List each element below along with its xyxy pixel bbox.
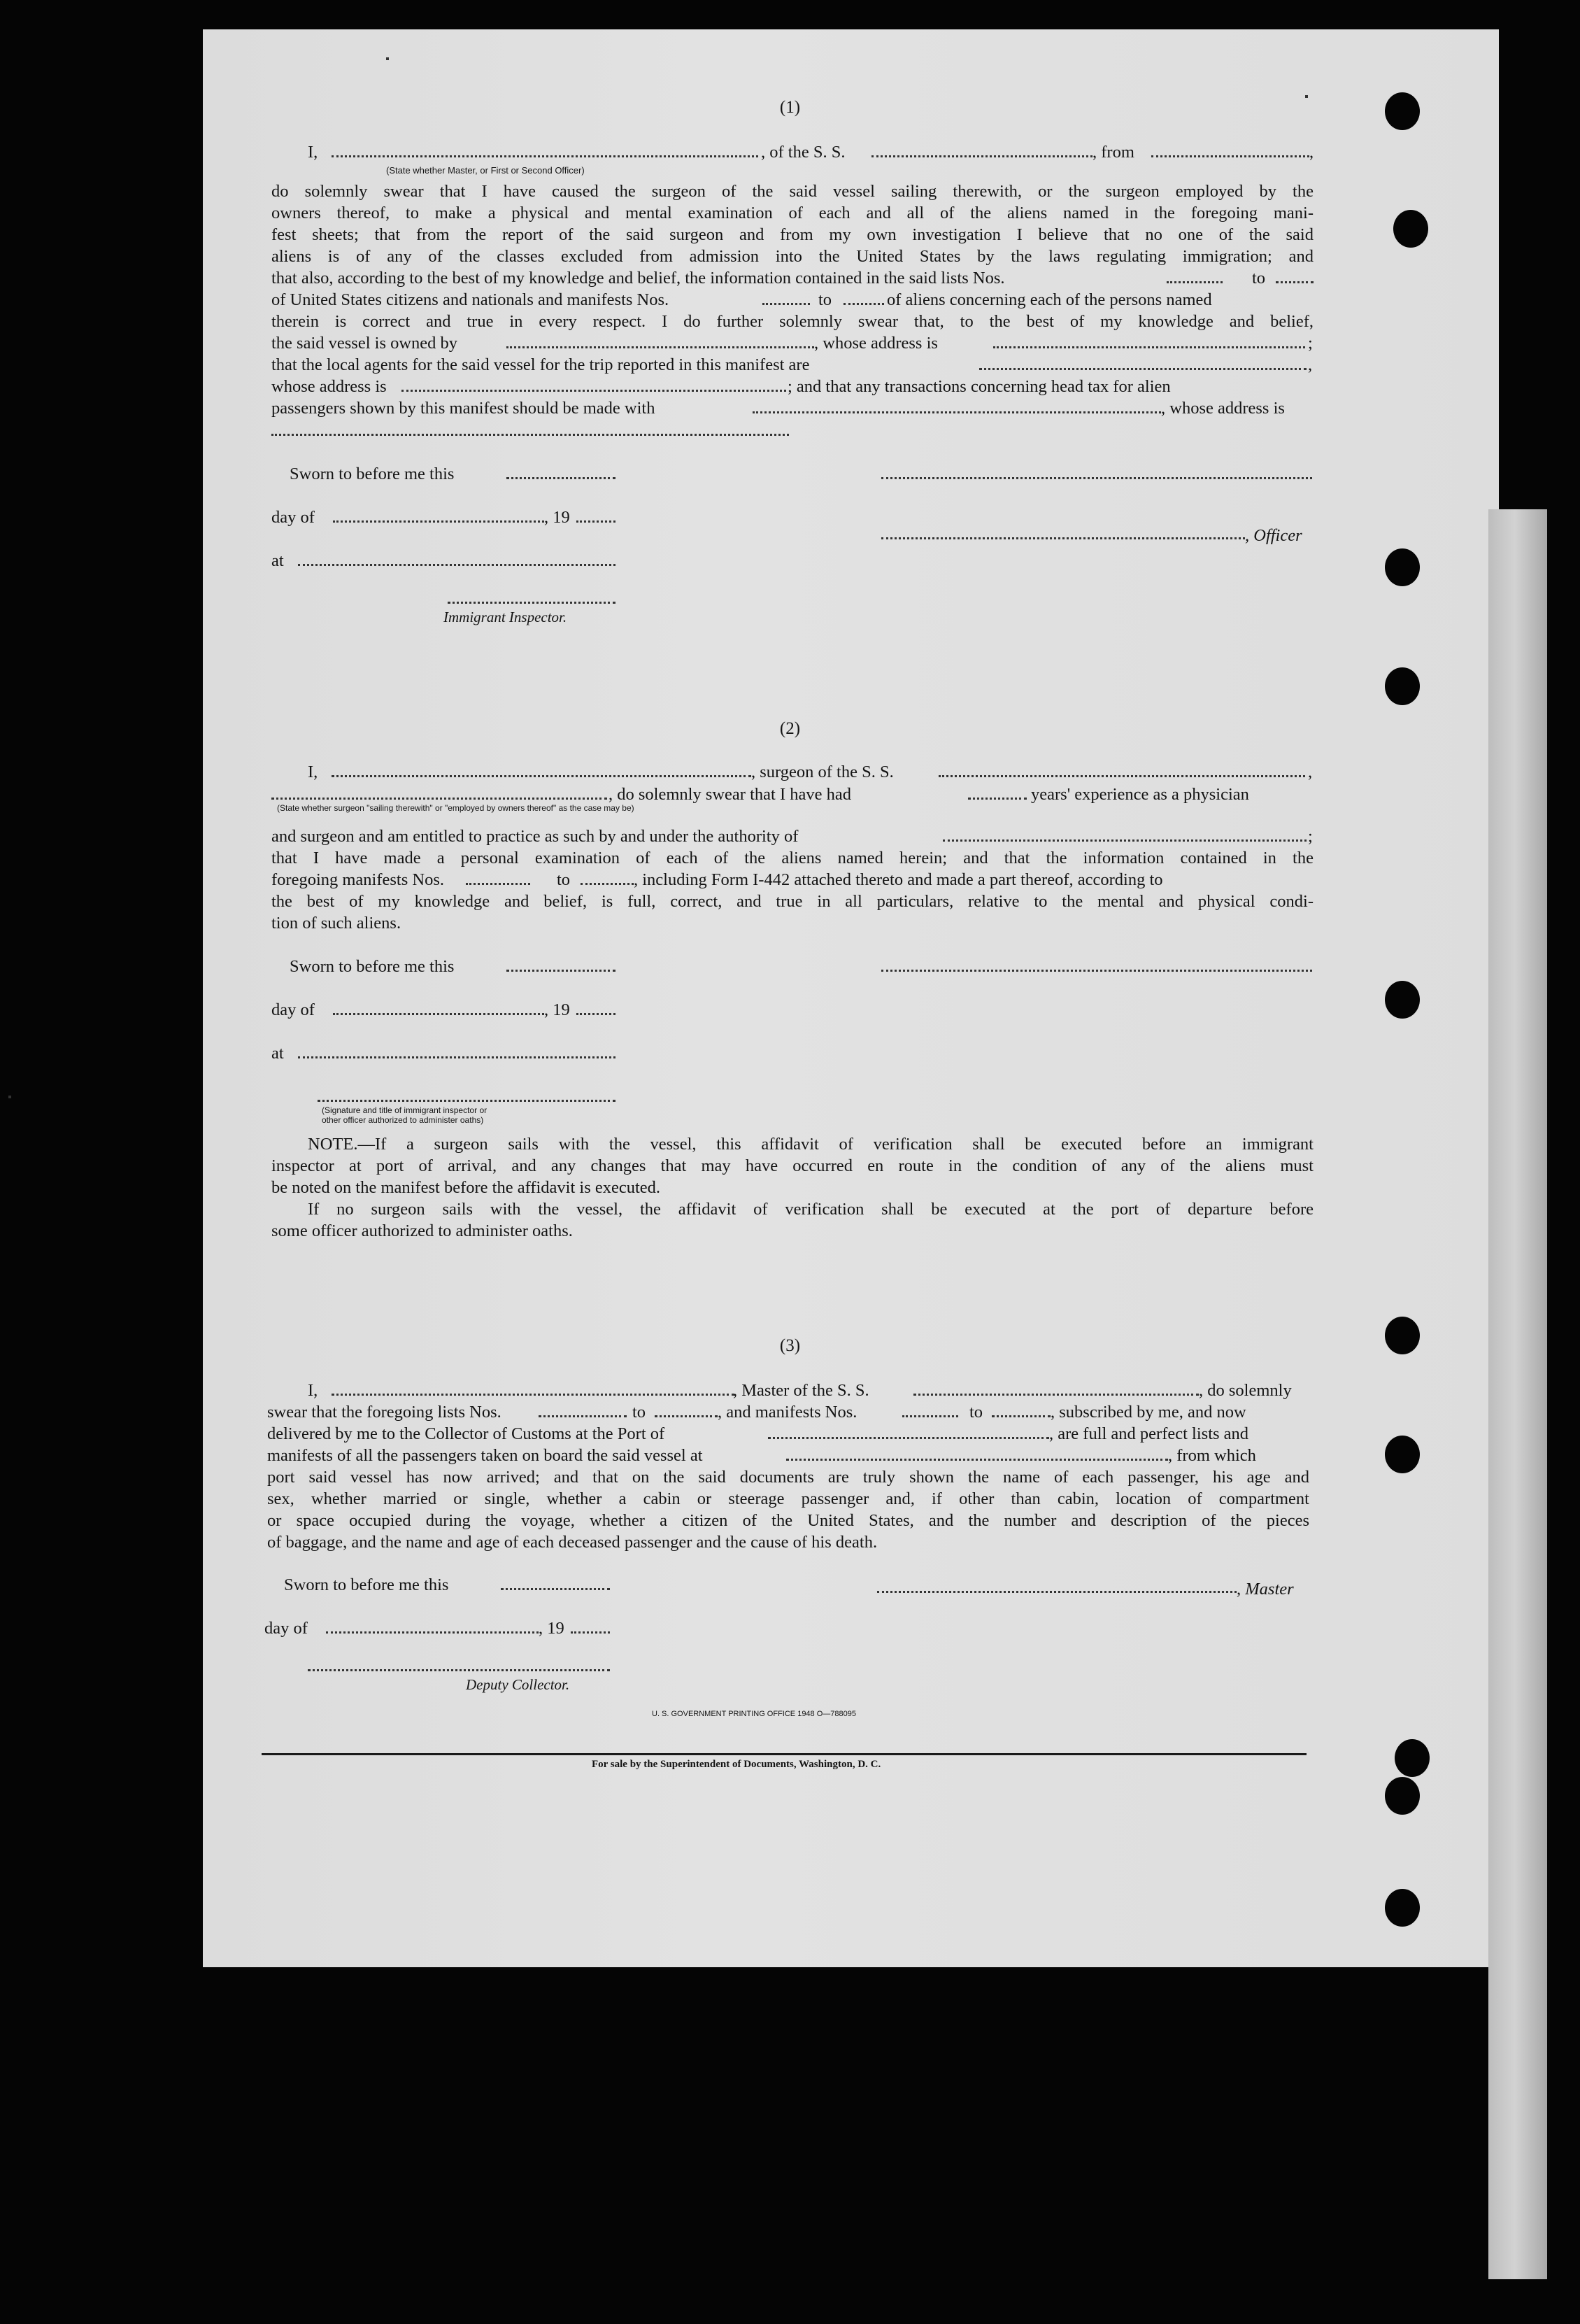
blank-line [539,1415,627,1417]
blank-line [298,1056,615,1058]
oath-paragraph-line: ; and that any transactions concerning head tax for alien [788,377,1171,396]
oath-paragraph-line: do solemnly swear that I have caused the surgeon of the said vessel sailing therewith, or the surgeon employed by the [271,182,1314,201]
of-ss-label: , of the S. S. [761,143,846,162]
day-of-label: day of [264,1619,308,1638]
oath-paragraph-line: , from which [1168,1446,1256,1465]
note-line: some officer authorized to administer oaths. [271,1221,573,1240]
blank-line [271,798,607,800]
section-3-i: I, [308,1381,318,1400]
year-label: , 19 [544,1000,570,1019]
agents-label: that the local agents for the said vessel for the trip reported in this manifest are [271,355,810,374]
oath-paragraph-line: swear that the foregoing lists Nos. [267,1403,501,1422]
binder-hole [1395,1739,1430,1777]
oath-paragraph-line: , including Form I-442 attached thereto and made a part thereof, according to [634,870,1163,889]
section-2-number: (2) [779,719,801,738]
blank-line [332,1394,734,1396]
at-label: at [271,551,284,570]
oath-paragraph-line: of United States citizens and nationals and manifests Nos. [271,290,669,309]
blank-line [993,346,1305,348]
field-note: (Signature and title of immigrant inspector or [322,1105,487,1115]
signature-line [448,602,615,604]
sale-notice: For sale by the Superintendent of Documents, Washington, D. C. [592,1759,881,1770]
binder-hole [1385,981,1420,1019]
binder-hole [1385,548,1420,586]
dust-speck [386,57,389,60]
blank-line [968,798,1027,800]
blank-line [571,1631,610,1634]
printing-office-imprint: U. S. GOVERNMENT PRINTING OFFICE 1948 O—788095 [652,1710,856,1718]
blank-line [1167,281,1223,283]
blank-line [326,1631,539,1634]
officer-label: , Officer [1245,526,1302,545]
address-label: , whose address is [814,334,938,353]
blank-line [332,775,751,777]
oath-paragraph-line: passengers shown by this manifest should be made with [271,399,655,418]
binder-hole [1385,1436,1420,1473]
blank-line [762,303,810,305]
section-2-i: I, [308,763,318,781]
from-label: , from [1093,143,1134,162]
inspector-label: Immigrant Inspector. [443,609,567,625]
section-3-number: (3) [779,1336,801,1355]
year-label: , 19 [544,508,570,527]
blank-line [298,564,615,566]
master-signature-label: , Master [1237,1580,1294,1599]
blank-line [768,1437,1049,1439]
blank-line [655,1415,718,1417]
oath-paragraph-line: of baggage, and the name and age of each deceased passenger and the cause of his death. [267,1533,878,1552]
signature-line [881,477,1312,479]
oath-paragraph-line: delivered by me to the Collector of Customs at the Port of [267,1424,665,1443]
oath-paragraph-line: owners thereof, to make a physical and mental examination of each and all of the aliens named in the foregoing mani- [271,204,1314,222]
note-line [308,1133,1314,1155]
oath-paragraph-line: years' experience as a physician [1031,785,1249,804]
collector-label: Deputy Collector. [466,1676,570,1693]
binder-hole [1385,667,1420,705]
oath-paragraph-line: manifests of all the passengers taken on board the said vessel at [267,1446,703,1465]
note-text: —If a surgeon sails with the vessel, this affidavit of verification shall be executed before an immigrant [357,1135,1314,1154]
to-label: to [969,1403,983,1422]
blank-line [506,970,615,972]
field-note: other officer authorized to administer oaths) [322,1115,484,1125]
signature-line [308,1669,610,1671]
oath-paragraph-line: or space occupied during the voyage, whether a citizen of the United States, and the number and description of the pieces [267,1511,1309,1530]
oath-paragraph-line: tion of such aliens. [271,914,401,933]
note-label: NOTE. [308,1135,358,1154]
oath-paragraph-line: aliens is of any of the classes excluded from admission into the United States by the laws regulating immigration; and [271,247,1314,266]
sworn-label: Sworn to before me this [284,1575,449,1594]
blank-line [871,155,1093,157]
oath-paragraph-line: the best of my knowledge and belief, is full, correct, and true in all particulars, relative to the mental and physical condi- [271,892,1314,911]
blank-line [466,883,530,885]
footer-rule [262,1753,1307,1755]
oath-paragraph-line: and surgeon and am entitled to practice as such by and under the authority of [271,827,799,846]
note-line: If no surgeon sails with the vessel, the affidavit of verification shall be executed at the port of departure before [308,1200,1314,1219]
oath-paragraph-line: therein is correct and true in every respect. I do further solemnly swear that, to the best of my knowledge and belief, [271,312,1314,331]
oath-paragraph-line: port said vessel has now arrived; and that on the said documents are truly shown the name of each passenger, his age and [267,1468,1309,1487]
owned-by-label: the said vessel is owned by [271,334,458,353]
section-1-number: (1) [779,98,801,117]
oath-paragraph-line: , subscribed by me, and now [1051,1403,1246,1422]
comma: , [1309,143,1314,162]
paper-edge-strip [1488,509,1547,2279]
blank-line [506,346,814,348]
blank-line [992,1415,1051,1417]
blank-line [401,390,786,392]
day-of-label: day of [271,1000,315,1019]
oath-paragraph-line: foregoing manifests Nos. [271,870,444,889]
oath-paragraph-line: sex, whether married or single, whether a cabin or steerage passenger and, if other than cabin, location of compartment [267,1489,1309,1508]
blank-line [939,775,1305,777]
address-label: , whose address is [1161,399,1285,418]
blank-line [786,1459,1168,1461]
semicolon: ; [1308,334,1313,353]
blank-line [943,839,1307,842]
at-label: at [271,1044,284,1063]
blank-line [501,1588,610,1590]
signature-line [877,1591,1237,1593]
oath-paragraph-line: of aliens concerning each of the persons named [887,290,1212,309]
section-1-i: I, [308,143,318,162]
comma: , [1308,763,1313,781]
to-label: to [818,290,832,309]
blank-line [506,477,615,479]
binder-hole [1385,1777,1420,1815]
blank-line [1276,281,1314,283]
signature-line [318,1100,615,1102]
signature-line [881,970,1312,972]
oath-paragraph-line: , do solemnly [1199,1381,1292,1400]
year-label: , 19 [539,1619,564,1638]
surgeon-label: , surgeon of the S. S. [751,763,894,781]
oath-paragraph-line: that also, according to the best of my knowledge and belief, the information contained in the said lists Nos. [271,269,1005,288]
oath-paragraph-line: , are full and perfect lists and [1049,1424,1249,1443]
day-of-label: day of [271,508,315,527]
sworn-label: Sworn to before me this [290,465,455,483]
semicolon: ; [1308,827,1313,846]
oath-paragraph-line: that I have made a personal examination of each of the aliens named herein; and that the information contained in the [271,849,1314,867]
signature-line [881,537,1245,539]
sworn-label: Sworn to before me this [290,957,455,976]
to-label: to [557,870,571,889]
blank-line [844,303,884,305]
address-label: whose address is [271,377,387,396]
to-label: to [1252,269,1266,288]
blank-line [333,1013,544,1015]
blank-line [753,411,1161,413]
master-label: , Master of the S. S. [733,1381,869,1400]
blank-line [271,434,789,436]
blank-line [581,883,634,885]
blank-line [979,368,1307,370]
blank-line [902,1415,958,1417]
to-label: to [632,1403,646,1422]
blank-line [913,1394,1199,1396]
blank-line [333,520,544,523]
comma: , [1308,355,1313,374]
oath-paragraph-line: , and manifests Nos. [718,1403,857,1422]
oath-paragraph-line: fest sheets; that from the report of the said surgeon and from my own investigation I believe that no one of the said [271,225,1314,244]
dust-speck [8,1096,11,1098]
blank-line [576,520,615,523]
note-line: be noted on the manifest before the affidavit is executed. [271,1178,661,1197]
blank-line [332,155,758,157]
blank-line [576,1013,615,1015]
oath-paragraph-line: , do solemnly swear that I have had [608,785,851,804]
blank-line [1151,155,1309,157]
field-note: (State whether Master, or First or Second Officer) [386,165,585,176]
note-line: inspector at port of arrival, and any changes that may have occurred en route in the condition of any of the aliens must [271,1156,1314,1175]
binder-hole [1393,210,1428,248]
binder-hole [1385,1889,1420,1927]
field-note: (State whether surgeon "sailing therewith" or "employed by owners thereof" as the case may be) [277,803,634,813]
